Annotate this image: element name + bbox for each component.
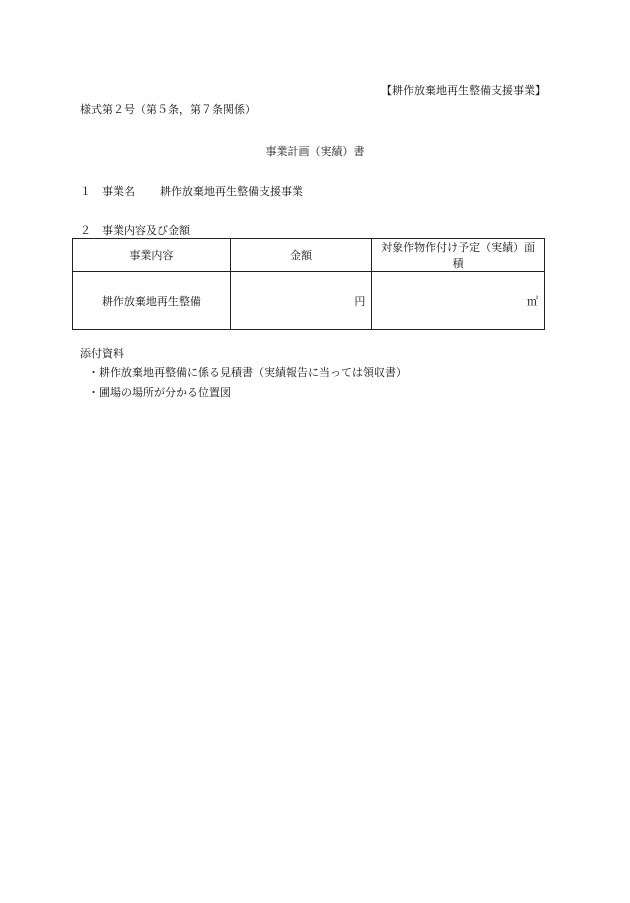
section-number: ２	[80, 224, 91, 237]
document-title: 事業計画（実績）書	[265, 145, 365, 158]
amount-table	[72, 238, 545, 330]
cell-amount-unit: 円	[230, 272, 372, 330]
section-business-name	[80, 183, 303, 199]
list-item: ・耕作放棄地再整備に係る見積書（実績報告に当っては領収書）	[88, 366, 407, 379]
cell-content: 耕作放棄地再生整備	[73, 272, 231, 330]
list-item: ・圃場の場所が分かる位置図	[88, 386, 231, 399]
business-name-value: 耕作放棄地再生整備支援事業	[160, 185, 303, 198]
table-header-row	[73, 239, 545, 272]
section-number: １	[80, 185, 91, 198]
header-amount: 金額	[230, 239, 372, 272]
cell-area-unit: ㎡	[372, 272, 545, 330]
attachments-list	[88, 363, 407, 403]
section-label: 事業内容及び金額	[102, 224, 190, 237]
section-label: 事業名	[102, 185, 135, 198]
section-content-amount	[80, 222, 190, 238]
form-number: 様式第２号（第５条，第７条関係）	[80, 103, 256, 116]
header-area: 対象作物作付け予定（実績）面積	[372, 239, 545, 272]
attachments-title: 添付資料	[80, 347, 124, 360]
table-row	[73, 272, 545, 330]
header-content: 事業内容	[73, 239, 231, 272]
program-tag: 【耕作放棄地再生整備支援事業】	[381, 84, 546, 97]
